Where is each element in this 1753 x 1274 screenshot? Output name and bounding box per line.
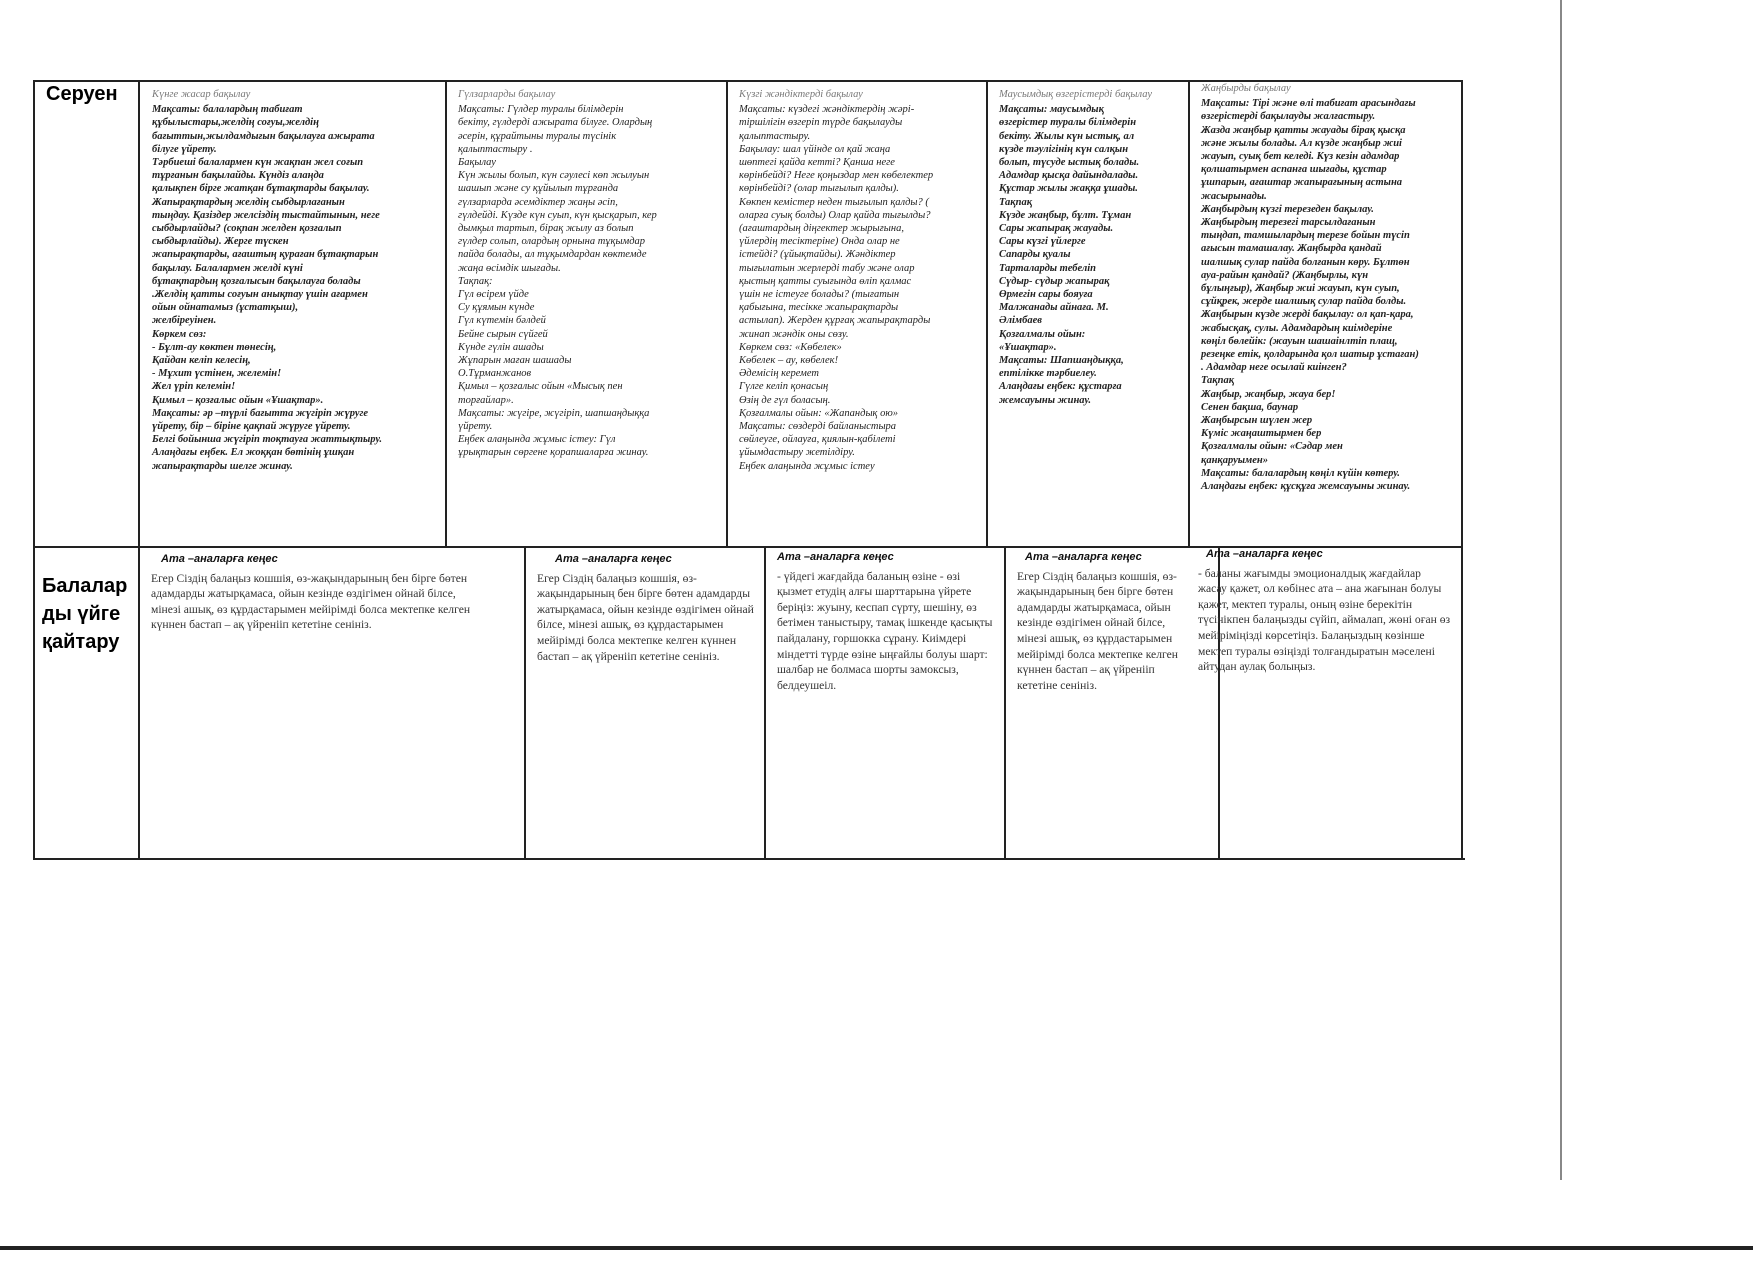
walk-line: жемсауыны жинау. — [999, 394, 1092, 406]
walk-line: Тәрбиеші балалармен күн жақпан жел соғып — [152, 157, 364, 169]
walk-line: бақылау. Балалармен желді күні — [152, 262, 303, 274]
walk-line: тіршілігін өзгеріп түрде бақылауды — [739, 117, 903, 129]
advice-heading: Ата –аналарға кеңес — [555, 553, 672, 565]
walk-line: күзде тәулігінің күн салқын — [999, 143, 1129, 155]
walk-line: Көбелек – ау, көбелек! — [739, 355, 839, 367]
advice-cell-4 — [1007, 546, 1217, 858]
walk-line: Бейне сырын сүйгей — [458, 328, 548, 340]
walk-line: Сүдыр- сүдыр жапырақ — [999, 275, 1110, 287]
walk-line: үйрету. — [458, 421, 493, 433]
walk-line: Мақсаты: маусымдық — [999, 104, 1104, 116]
walk-line: Қимыл – қозғалыс ойын «Ұшақтар». — [152, 394, 324, 406]
walk-line: Мақсаты: сөздерді байланыстыра — [739, 421, 897, 433]
advice-cell-5 — [1188, 543, 1460, 855]
walk-line: Сапарды қуалы — [999, 249, 1071, 261]
advice-heading: Ата –аналарға кеңес — [1206, 548, 1323, 560]
walk-line: дымқыл тартып, бірақ жылу аз болып — [458, 223, 634, 235]
walk-line: қанқаруымен» — [1201, 454, 1268, 466]
walk-line: қабығына, тесікке жапырақтарды — [739, 302, 899, 314]
walk-line: сыбдырлайды). Жерге түскен — [152, 236, 289, 248]
walk-line: (ағаштардың діңгектер жырығына, — [739, 223, 904, 235]
walk-line: оларға суық болды) Олар қайда тығылды? — [739, 209, 931, 221]
walk-line: Күміс жаңаштырмен бер — [1201, 428, 1322, 440]
walk-line: резеңке етік, қолдарында қол шатыр ұстаған) — [1201, 349, 1419, 361]
walk-line: сұйқрек, жерде шалшық сулар пайда болды. — [1201, 296, 1407, 308]
walk-line: Сенен бақша, баунар — [1201, 401, 1299, 413]
walk-line: жабысқақ, сулы. Адамдардың киімдеріне — [1201, 322, 1393, 334]
walk-line: шөптегі қайда кетті? Қанша неге — [739, 157, 895, 169]
walk-line: ауа-райын қандай? (Жаңбырлы, күн — [1201, 269, 1369, 281]
scan-edge-right — [1560, 0, 1562, 1180]
walk-line: қалықпен бірге жатқан бұтақтарды бақылау. — [152, 183, 370, 195]
walk-line: Көркем сөз: «Көбелек» — [739, 341, 842, 353]
walk-line: жауып, суық бет келеді. Күз кезін адамдар — [1201, 151, 1400, 163]
advice-cell-1 — [141, 548, 523, 858]
advice-heading: Ата –аналарға кеңес — [161, 553, 278, 565]
walk-line: Жаңбыр, жаңбыр, жауа бер! — [1201, 388, 1336, 400]
walk-line: бекіту. Жылы күн ыстық, ал — [999, 130, 1135, 142]
walk-line: бұлыңғыр), Жаңбыр жиі жауып, күн суып, — [1201, 283, 1400, 295]
walk-line: көрінбейді? Неге қоңыздар мен көбелектер — [739, 170, 934, 182]
walk-body — [458, 103, 717, 459]
walk-line: ептілікке тәрбиелеу. — [999, 368, 1097, 380]
walk-line: жапырақтарды шелге жинау. — [152, 460, 293, 472]
walk-body — [739, 103, 977, 473]
walk-line: Күзде жаңбыр, бұлт. Тұман — [999, 209, 1132, 221]
walk-line: өзгерістерді бақылауды жалғастыру. — [1201, 111, 1376, 123]
walk-line: Жел үріп келемін! — [152, 381, 236, 393]
walk-body — [999, 103, 1179, 407]
walk-line: Өзің де гүл боласың. — [739, 394, 831, 406]
walk-line: Әлімбаев — [999, 315, 1042, 327]
walk-heading: Күзгі жәндіктерді бақылау — [739, 89, 863, 100]
return-row-label — [42, 572, 127, 656]
advice-text: - үйдегі жағдайда баланың өзіне - өзі қызмет етудің алғы шарттарына үйрете беріңіз: жуыну, кеспап сүрту, шешіну, өз бетімен таныстыру, тамақ ішкенде қасықты пайдалану, горшокка сұрану. Киімдері міндетті түрде өзіне ыңғайлы болуы шарт: шалбар не болмаса шорты замоксыз, белдеушеіл. — [777, 569, 993, 692]
walk-line: қалыптастыру. — [739, 130, 811, 142]
walk-line: Мақсаты: Тірі және өлі табиғат арасындағы — [1201, 98, 1416, 110]
walk-line: тұрғанын бақылайды. Күндіз алаңда — [152, 170, 324, 182]
walk-line: гүлдер солып, олардың орнына тұқымдар — [458, 236, 646, 248]
walk-line: Алаңдағы еңбек. Ел жоққан бөтінің ұшқан — [152, 447, 355, 459]
walk-line: ұшпарын, ағаштар жапырағының астына — [1201, 177, 1403, 189]
walk-cell-insects — [729, 82, 985, 546]
walk-line: Қимыл – қозғалыс ойын «Мысық пен — [458, 381, 623, 393]
walk-line: Бақылау: шал үйінде ол қай жаңа — [739, 143, 891, 155]
walk-line: .Желдің қатты соғуын анықтау үшін ағармен — [152, 289, 368, 301]
walk-line: Мақсаты: балалардың табиғат — [152, 104, 303, 116]
walk-line: Қозғалмалы ойын: — [999, 328, 1086, 340]
walk-line: Жазда жаңбыр қатты жауады бірақ қысқа — [1201, 124, 1406, 136]
walk-line: білуге үйрету. — [152, 143, 217, 155]
walk-line: Алаңдағы еңбек: құстарға — [999, 381, 1122, 393]
walk-line: Жаңбырсын шүлен жер — [1201, 415, 1313, 427]
walk-line: Мақсаты: балалардың көңіл күйін көтеру. — [1201, 467, 1400, 479]
walk-line: Тарталарды тебеліп — [999, 262, 1097, 274]
walk-line: әсерін, құрайтыны туралы түсінік — [458, 130, 617, 142]
walk-line: - Мұхит үстінен, желемін! — [152, 368, 282, 380]
walk-line: Гүл күтемін бәлдей — [458, 315, 546, 327]
walk-line: Мақсаты: әр –түрлі бағытта жүгіріп жүруге — [152, 407, 369, 419]
walk-line: ағысын тамашалау. Жаңбырда қандай — [1201, 243, 1382, 255]
walk-line: Қайдан келіп келесің, — [152, 355, 251, 367]
scan-edge-bottom — [0, 1246, 1753, 1250]
advice-text: Егер Сіздің балаңыз кошшія, өз-жақындарының бен бірге бөтен адамдарды жатырқамаса, ойын кезінде өздігімен ойнай білсе, мінезі ашық, өз құрдастарымен мейірімді болса мектепке келген күннен бастап – ақ үйренііп кететіне сенініз. — [537, 571, 754, 663]
advice-cell-2 — [527, 548, 763, 858]
walk-line: істейді? (ұйықтайды). Жәндіктер — [739, 249, 896, 261]
walk-line: Өрмегін сары бояуға — [999, 289, 1093, 301]
advice-cell-3 — [767, 546, 1003, 858]
walk-line: Жапырақтардың желдің сыбдырлағанын — [152, 196, 345, 208]
walk-line: Гүл өсірем үйде — [458, 289, 529, 301]
walk-line: Жұпарын маған шашады — [458, 355, 572, 367]
advice-col-divider-1 — [524, 546, 526, 859]
walk-line: тыңдап, тамшылардың терезе бойын түсіп — [1201, 230, 1410, 242]
walk-line: тығылатын жерлерді табу және олар — [739, 262, 915, 274]
walk-line: жинап жәндік оны сөзу. — [739, 328, 849, 340]
walk-line: құбылыстары,желдің соғуы,желдің — [152, 117, 319, 129]
advice-text: Егер Сіздің балаңыз кошшія, өз-жақындарының бен бірге бөтен адамдарды жатырқамаса, ойын кезінде өздігімен ойнай білсе, мінезі ашық, өз құрдастарымен мейірімді болса мектепке келген күннен бастап – ақ үйренііп кететіне сенініз. — [1017, 569, 1178, 692]
walk-line: Гүлге келіп қонасың — [739, 381, 829, 393]
walk-line: - Бұлт-ау көктен төнесің, — [152, 341, 277, 353]
walk-col-divider-2 — [726, 80, 728, 547]
walk-line: үйрету, бір – біріне қақпай жүруге үйрету. — [152, 421, 351, 433]
walk-line: Мақсаты: Гүлдер туралы білімдерін — [458, 104, 624, 116]
walk-heading: Жаңбырды бақылау — [1201, 83, 1291, 94]
walk-line: гүлзарларда әсемдіктер жаңы әсіп, — [458, 196, 618, 208]
walk-heading: Күнге жасар бақылау — [152, 89, 251, 100]
advice-text: Егер Сіздің балаңыз кошшія, өз-жақындарының бен бірге бөтен адамдарды жатырқамаса, ойын кезінде өздігімен ойнай білсе, мінезі ашық, өз құрдастарымен мейірімді болса мектепке келген күннен бастап – ақ үйренііп кететіне сенініз. — [151, 571, 471, 632]
walk-cell-flowers — [448, 82, 725, 546]
advice-heading: Ата –аналарға кеңес — [1025, 551, 1142, 563]
walk-heading: Гүлзарларды бақылау — [458, 89, 556, 100]
return-row-label-line-3: қайтару — [42, 631, 120, 653]
walk-cell-seasons — [989, 82, 1187, 546]
walk-col-divider-4 — [1188, 80, 1190, 547]
walk-cell-rain — [1191, 76, 1461, 546]
walk-line: шалшық сулар пайда болғанын көру. Бұлтөн — [1201, 256, 1410, 268]
walk-line: жасырынады. — [1201, 190, 1267, 202]
walk-line: шашып және су құйылып тұрғанда — [458, 183, 619, 195]
walk-line: Малжанады айнаға. М. — [999, 302, 1109, 314]
walk-line: О.Тұрманжанов — [458, 368, 532, 380]
walk-line: желбіреуінен. — [152, 315, 217, 327]
walk-line: Мақсаты: Шапшаңдыққа, — [999, 355, 1124, 367]
return-row-label-line-1: Балалар — [42, 575, 128, 597]
walk-line: Қозғалмалы ойын: «Жапандық ою» — [739, 407, 899, 419]
walk-body — [1201, 97, 1453, 493]
walk-line: өзгерістер туралы білімдерін — [999, 117, 1137, 129]
walk-line: сыбдырлайды? (соқпан желден қозғалып — [152, 223, 342, 235]
walk-col-divider-3 — [986, 80, 988, 547]
walk-line: қолшатырмен аспанға шығады, құстар — [1201, 164, 1387, 176]
walk-line: Сары жапырақ жауады. — [999, 223, 1114, 235]
walk-line: ұрықтарын сөргене қорапшаларға жинау. — [458, 447, 649, 459]
walk-line: гүлдейді. Күзде күн суып, күн қысқарып, кер — [458, 209, 657, 221]
walk-line: торғайлар». — [458, 394, 514, 406]
walk-line: Жаңбырдың терезегі тарсылдағанын — [1201, 217, 1376, 229]
walk-line: Алаңдағы еңбек: құсқұға жемсауыны жинау. — [1201, 481, 1411, 493]
walk-line: Бақылау — [458, 157, 496, 169]
walk-line: Су құямын күнде — [458, 302, 535, 314]
walk-line: қалыптастыру . — [458, 143, 533, 155]
walk-line: бекіту, гүлдерді ажырата білуге. Олардың — [458, 117, 653, 129]
walk-line: Әдемісің керемет — [739, 368, 819, 380]
walk-line: жапырақтарды, ағаштың қураған бұтақтарын — [152, 249, 379, 261]
walk-line: Көркем сөз: — [152, 328, 207, 340]
walk-line: Тақпақ: — [458, 275, 493, 287]
walk-line: және жылы болады. Ал күзде жаңбыр жиі — [1201, 137, 1402, 149]
walk-line: тыңдау. Қазіздер желсіздің тыстайтынын, неге — [152, 209, 380, 221]
walk-col-divider-1 — [445, 80, 447, 547]
walk-line: Көкпен кемістер неден тығылып қалды? ( — [739, 196, 929, 208]
walk-line: Қозғалмалы ойын: «Сәдар мен — [1201, 441, 1343, 453]
walk-row-label: Серуен — [46, 83, 118, 105]
return-row-label-line-2: ды үйге — [42, 603, 121, 625]
walk-line: Жаңбырдың күзгі терезеден бақылау. — [1201, 203, 1374, 215]
walk-cell-wind — [142, 82, 444, 546]
walk-line: Тақпақ — [999, 196, 1033, 208]
walk-line: Еңбек алаңында жұмыс істеу: Гүл — [458, 434, 616, 446]
walk-line: үйлердің тесіктеріне) Онда олар не — [739, 236, 900, 248]
walk-line: көңіл бөлейік: (жауын шашаінлтіп плащ, — [1201, 335, 1398, 347]
walk-line: бағыттын,жылдамдығын бақылауға ажырата — [152, 130, 375, 142]
table-right-border — [1461, 80, 1463, 860]
advice-col-divider-3 — [1004, 546, 1006, 859]
walk-line: сөйлеуге, ойлауға, қиялын-қабілеті — [739, 434, 896, 446]
walk-line: Тақпақ — [1201, 375, 1235, 387]
table-left-border — [33, 80, 35, 860]
label-column-border — [138, 80, 140, 860]
walk-line: . Адамдар неге осылай киінген? — [1201, 362, 1347, 374]
walk-line: Құстар жылы жаққа ұшады. — [999, 183, 1138, 195]
walk-body — [152, 103, 436, 473]
walk-line: астылап). Жерден құрғақ жапырақтарды — [739, 315, 931, 327]
advice-heading: Ата –аналарға кеңес — [777, 551, 894, 563]
walk-line: көрінбейді? (олар тығылып қалды). — [739, 183, 899, 195]
walk-line: бұтақтардың қозғалысын бақылауға болады — [152, 275, 361, 287]
walk-line: жаңа өсімдік шығады. — [458, 262, 561, 274]
walk-heading: Маусымдық өзгерістерді бақылау — [999, 89, 1152, 100]
walk-line: пайда болады, ал тұқымдардан көктемде — [458, 249, 647, 261]
walk-line: ұйымдастыру жетілдіру. — [739, 447, 855, 459]
walk-line: Күнде гүлін ашады — [458, 341, 544, 353]
walk-line: Еңбек алаңында жұмыс істеу — [739, 460, 875, 472]
walk-line: Адамдар қысқа дайындалады. — [999, 170, 1139, 182]
walk-line: Күн жылы болып, күн сәулесі көп жылуын — [458, 170, 650, 182]
advice-col-divider-2 — [764, 546, 766, 859]
walk-line: «Ұшақтар». — [999, 341, 1057, 353]
walk-line: үшін не істеуге болады? (тығатын — [739, 289, 900, 301]
advice-text: - баланы жағымды эмоционалдық жағдайлар жасау қажет, ол көбінес ата – ана жағынан болуы қажет, мектеп туралы, оның өзіне берекітін түсінікпен балаңызды сүйіп, аймалап, жөні оған өз мейіріміңізді көрсетіңіз. Балаңыздың көзінше мектеп туралы өзіңізді толғандыратын мәселені айтудан аулақ болыңыз. — [1198, 566, 1451, 674]
walk-line: Белгі бойынша жүгіріп тоқтауға жаттықтыру. — [152, 434, 383, 446]
walk-line: ойын ойнатамыз (ұстатқыш), — [152, 302, 299, 314]
walk-line: болып, түсуде ыстық болады. — [999, 157, 1140, 169]
walk-line: Жаңбырын күзде жерді бақылау: ол қап-қара, — [1201, 309, 1414, 321]
table-bottom-border — [33, 858, 1465, 860]
walk-line: Мақсаты: күздегі жәндіктердің жәрі- — [739, 104, 915, 116]
walk-line: Сары күзгі үйлерге — [999, 236, 1086, 248]
walk-line: қыстың қатты суығында өліп қалмас — [739, 275, 912, 287]
walk-line: Мақсаты: жүгіре, жүгіріп, шапшаңдыққа — [458, 407, 650, 419]
